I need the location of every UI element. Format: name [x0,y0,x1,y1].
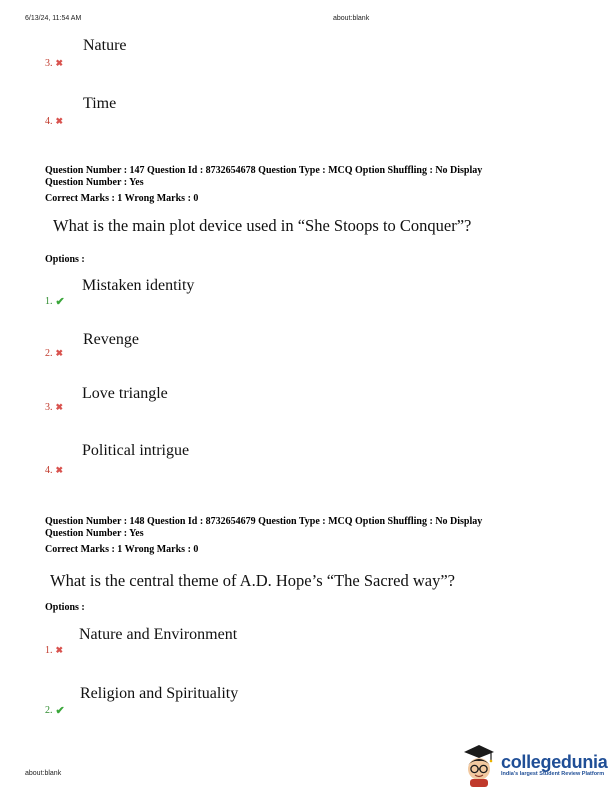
check-icon: ✔ [55,296,65,308]
mascot-icon [461,743,497,787]
cross-icon: ✖ [55,58,64,68]
option-index: 2. [45,705,53,716]
option-index: 4. [45,465,53,476]
question-meta-line: Question Number : Yes [45,527,144,539]
question-meta [45,165,482,188]
check-icon: ✔ [55,705,65,717]
print-footer-url: about:blank [25,770,62,777]
option-number [45,295,65,308]
question-text: What is the central theme of A.D. Hope’s “The Sacred way”? [50,571,456,590]
option-text: Nature [83,37,127,54]
option-text: Time [83,95,117,112]
option-text: Revenge [83,331,139,348]
option-index: 3. [45,402,53,413]
option-index: 2. [45,348,53,359]
question-meta [45,516,482,539]
question-meta-line: Question Number : 148 Question Id : 8732654679 Question Type : MCQ Option Shuffling : No Display [45,516,483,527]
logo-tagline: India's largest Student Review Platform [501,771,605,777]
question-meta-line: Question Number : 147 Question Id : 8732654678 Question Type : MCQ Option Shuffling : No Display [45,165,483,176]
logo-wordmark: collegedunia [501,752,608,772]
cross-icon: ✖ [55,348,64,358]
option-number [45,58,63,69]
option-number [45,348,63,359]
option-number [45,704,65,717]
option-text: Mistaken identity [82,277,195,294]
option-text: Love triangle [82,385,168,402]
cross-icon: ✖ [55,465,64,475]
option-text: Political intrigue [82,442,190,459]
question-marks: Correct Marks : 1 Wrong Marks : 0 [45,193,199,204]
print-url: about:blank [333,15,370,22]
question-text: What is the main plot device used in “She Stoops to Conquer”? [53,216,472,235]
option-index: 4. [45,116,53,127]
option-number [45,465,63,476]
option-index: 1. [45,645,53,656]
collegedunia-logo [461,743,607,787]
logo-text [501,753,607,777]
option-number [45,645,63,656]
option-number [45,116,63,127]
cross-icon: ✖ [55,402,64,412]
print-datetime: 6/13/24, 11:54 AM [25,15,82,22]
options-label: Options : [45,254,85,265]
question-meta-line: Question Number : Yes [45,176,144,188]
option-text: Nature and Environment [79,626,238,643]
cross-icon: ✖ [55,645,64,655]
option-text: Religion and Spirituality [80,685,239,702]
options-label: Options : [45,602,85,613]
option-number [45,402,63,413]
option-index: 3. [45,58,53,69]
option-index: 1. [45,296,53,307]
cross-icon: ✖ [55,116,64,126]
question-marks: Correct Marks : 1 Wrong Marks : 0 [45,544,199,555]
